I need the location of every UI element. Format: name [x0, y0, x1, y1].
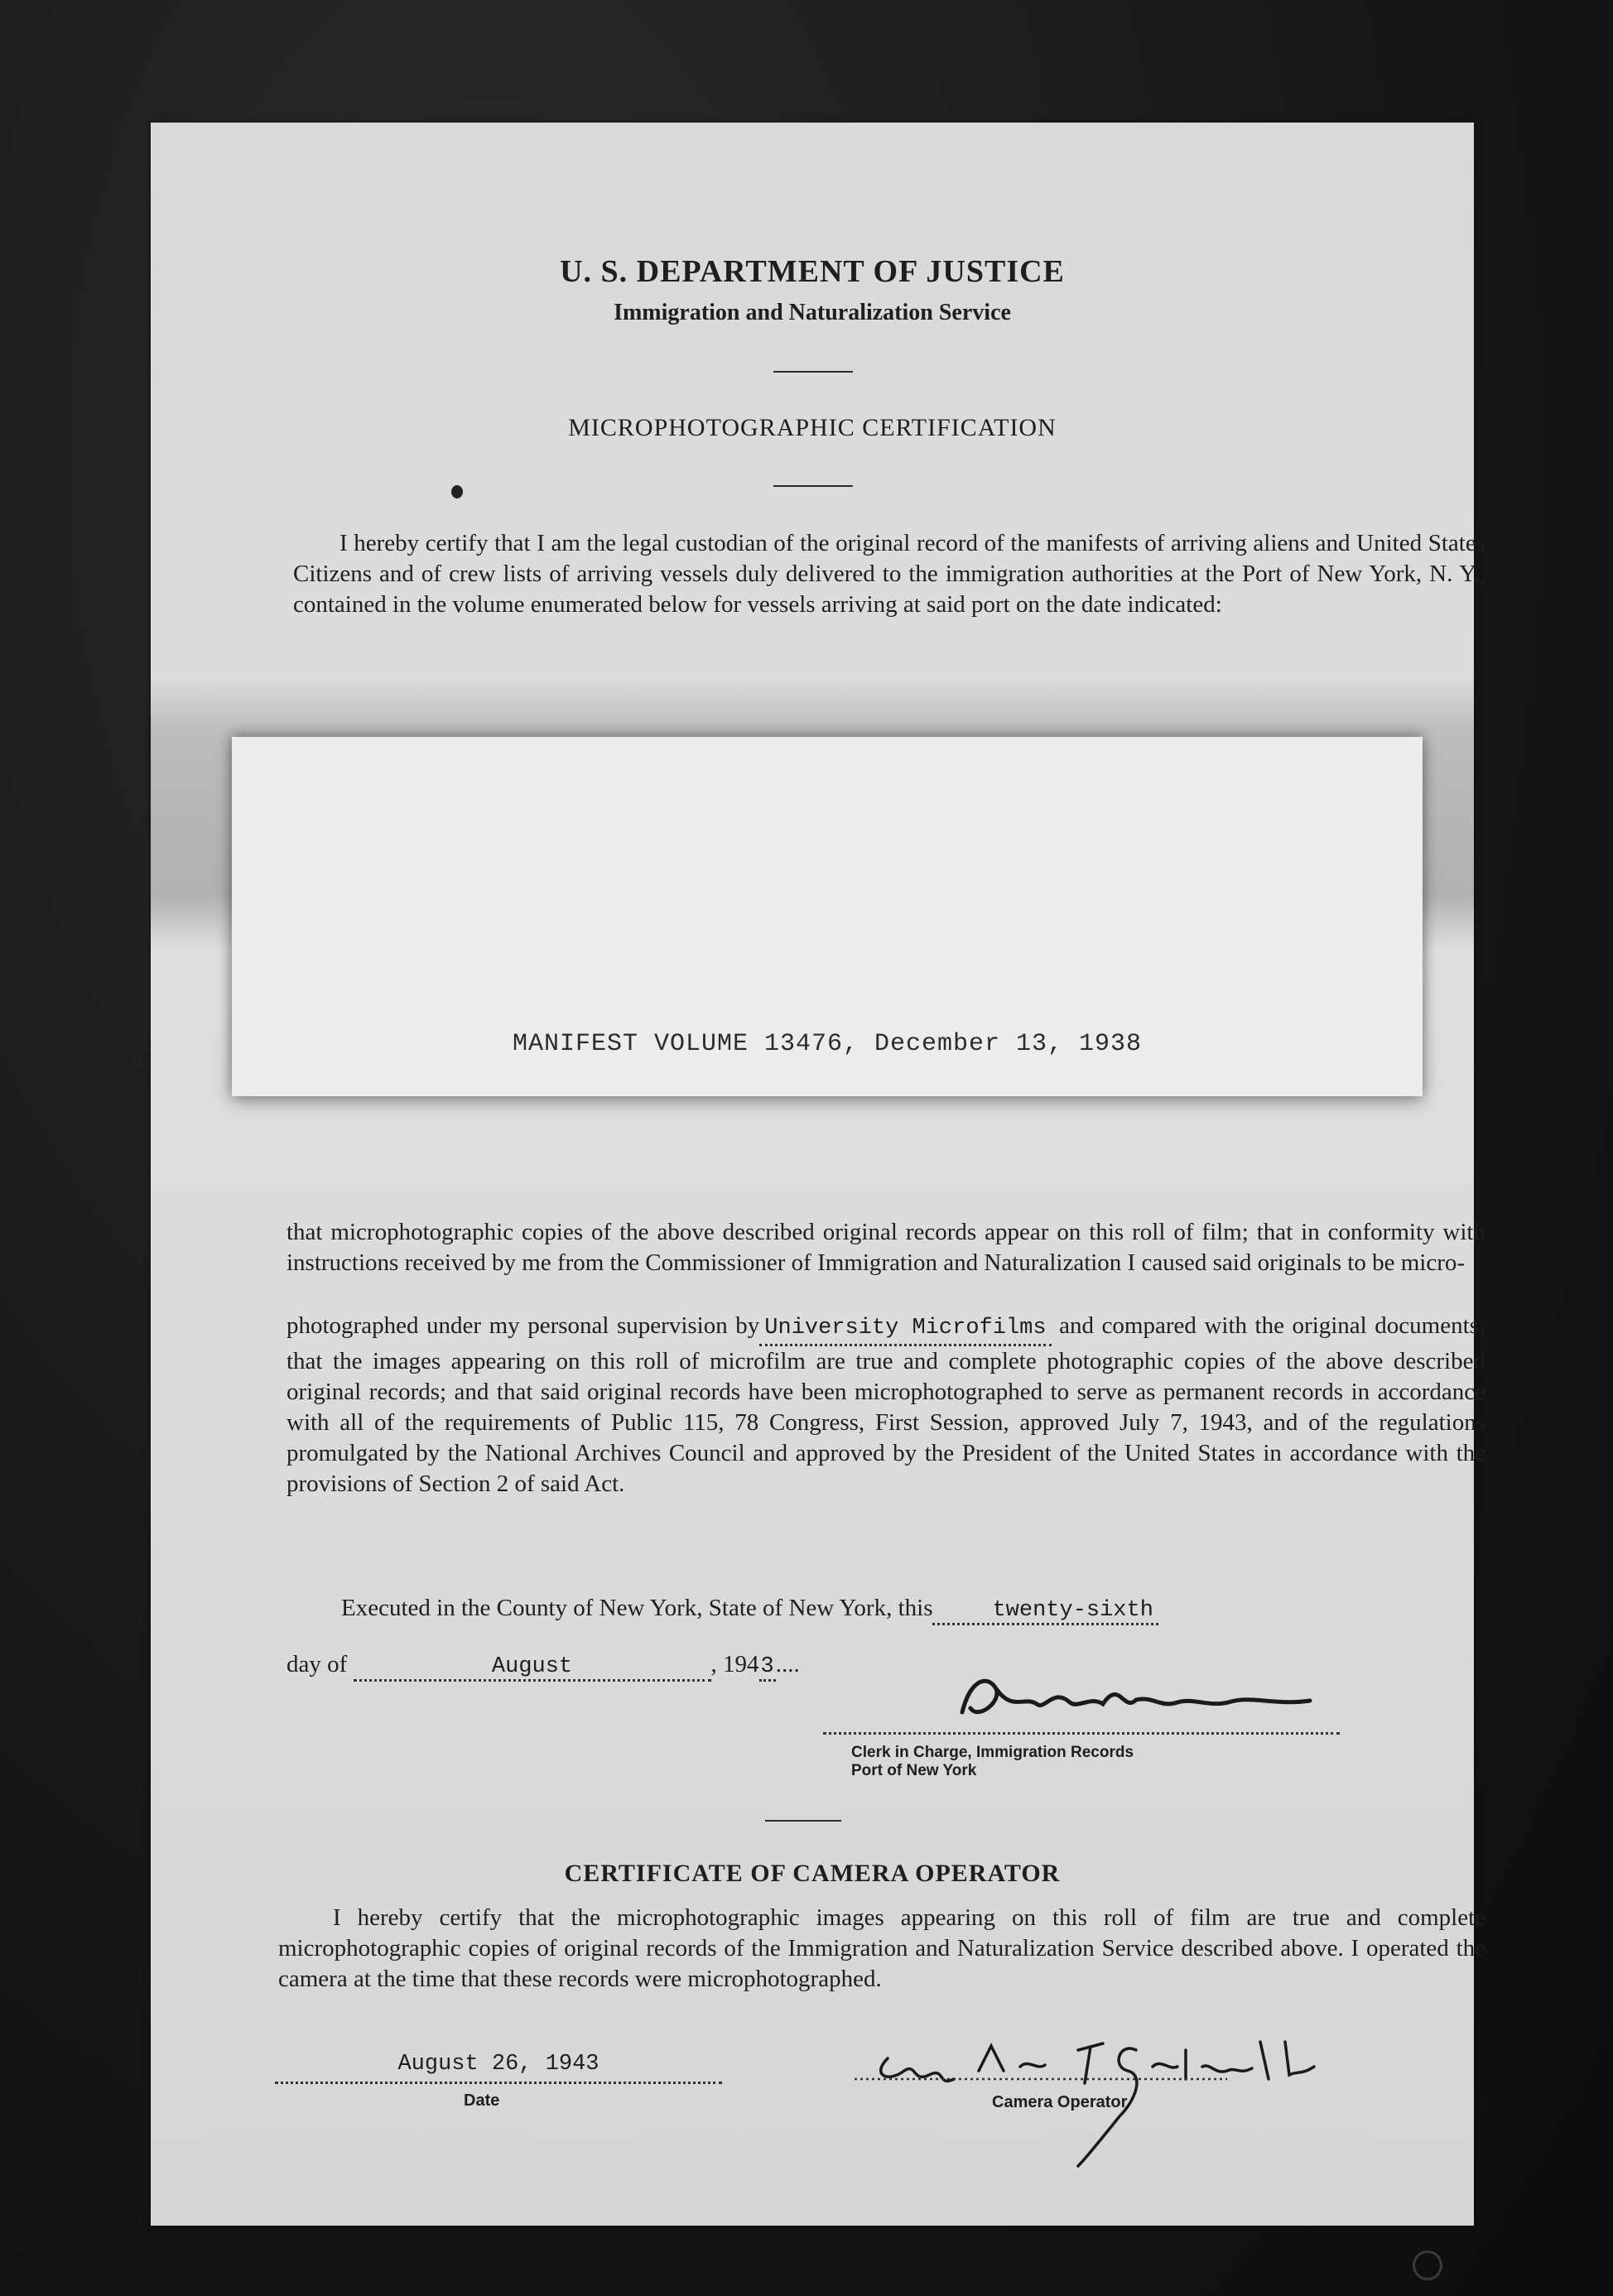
day-of-label: day of [286, 1651, 348, 1677]
microfilmer-name: University Microfilms [759, 1313, 1051, 1346]
certification-title: MICROPHOTOGRAPHIC CERTIFICATION [568, 414, 1057, 441]
year-ellipsis: .... [775, 1651, 800, 1677]
camera-certificate-title: CERTIFICATE OF CAMERA OPERATOR [564, 1860, 1061, 1887]
department-heading: U. S. DEPARTMENT OF JUSTICE [560, 254, 1065, 289]
execution-day: twenty-sixth [932, 1598, 1158, 1625]
divider-camera [765, 1820, 841, 1822]
body-paragraph-part2 [286, 1311, 1485, 1499]
camera-date-label: Date [464, 2091, 500, 2110]
camera-certificate-paragraph: I hereby certify that the microphotographic images appearing on this roll of film are true and complete microphotographic copies of original records of the Immigration and Naturalization Service described above. I operated the camera at the time that these records were microphotographed. [278, 1904, 1485, 1992]
year-prefix: , 194 [710, 1651, 759, 1677]
execution-date-line [286, 1651, 800, 1682]
camera-date-line [275, 2082, 722, 2084]
service-subheading: Immigration and Naturalization Service [614, 300, 1011, 325]
clerk-caption [851, 1744, 1348, 1780]
certificate-sheet [151, 123, 1485, 2226]
camera-operator-label: Camera Operator [992, 2093, 1128, 2111]
clerk-signature [946, 1663, 1327, 1737]
divider-top [773, 371, 853, 373]
film-sprocket-hole [1413, 2250, 1442, 2280]
supervision-rest: and compared with the original documents; that the images appearing on this roll of microfilm are true and complete photographic copies of the above described original records; and that said original records have been microphotographed to serve as permanent records in accordance with all of the requirements of Public 115, 78 Congress, First Session, approved July 7, 1943, and of the regulations promulgated by the National Archives Council and approved by the President of the United States in accordance with the provisions of Section 2 of said Act. [286, 1312, 1485, 1497]
execution-line [286, 1595, 1485, 1625]
manifest-label [232, 737, 1423, 1096]
camera-date-value: August 26, 1943 [397, 2052, 599, 2077]
clerk-title: Clerk in Charge, Immigration Records [851, 1744, 1134, 1761]
clerk-location: Port of New York [851, 1762, 977, 1779]
supervision-prefix: photographed under my personal supervision by [286, 1312, 760, 1339]
body-paragraph-part1: that microphotographic copies of the above described original records appear on this roll of film; that in conformity with instructions received by me from the Commissioner of Immigration and Naturalization I caused said originals to be micro- [286, 1219, 1485, 1276]
camera-operator-signature [838, 1992, 1351, 2183]
divider-mid [773, 485, 853, 487]
intro-paragraph: I hereby certify that I am the legal custodian of the original record of the manifests of arriving aliens and United States Citizens and of crew lists of arriving vessels duly delivered to the immigration authorities at the Port of New York, N. Y., contained in the volume enumerated below for vessels arriving at said port on the date indicated: [293, 530, 1485, 618]
ink-dot [451, 485, 463, 498]
manifest-label-text: MANIFEST VOLUME 13476, December 13, 1938 [512, 1030, 1143, 1058]
execution-month: August [354, 1654, 711, 1682]
execution-prefix: Executed in the County of New York, State of New York, this [341, 1595, 933, 1621]
clerk-signature-line [823, 1732, 1340, 1735]
year-digit: 3 [759, 1654, 776, 1682]
